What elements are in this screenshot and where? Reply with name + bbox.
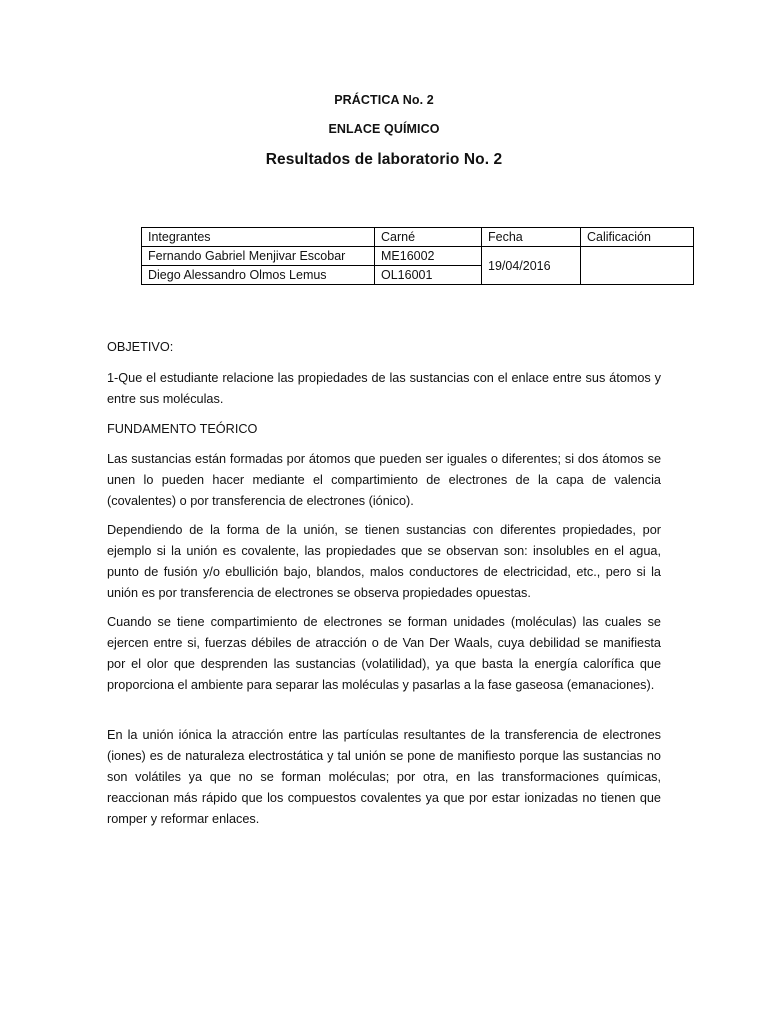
document-heading: Resultados de laboratorio No. 2 [265,151,503,168]
members-table [141,227,694,285]
paragraph: En la unión iónica la atracción entre las partículas resultantes de la transferencia de electrones (iones) es de naturaleza electrostática y tal unión se pone de manifiesto porque las sustancias no son volátiles ya que no se forman moléculas; por otra, en las transformaciones químicas, reaccionan más rápido que los compuestos covalentes ya que por estar ionizadas no tienen que romper y reformar enlaces. [107,728,661,826]
member-carne-cell: OL16001 [375,266,482,285]
table-header-cell: Carné [375,228,482,247]
fecha-cell: 19/04/2016 [482,247,581,285]
document-title: PRÁCTICA No. 2 [334,93,434,107]
fundamento-label: FUNDAMENTO TEÓRICO [107,422,258,436]
calificacion-cell [581,247,694,285]
member-name-cell: Diego Alessandro Olmos Lemus [142,266,375,285]
table-header-cell: Fecha [482,228,581,247]
member-name-cell: Fernando Gabriel Menjivar Escobar [142,247,375,266]
table-header-row [142,228,694,247]
table-row [142,247,694,266]
document-subtitle: ENLACE QUÍMICO [328,122,440,136]
table-header-cell: Calificación [581,228,694,247]
objetivo-text: 1-Que el estudiante relacione las propiedades de las sustancias con el enlace entre sus átomos y entre sus moléculas. [107,371,661,406]
objetivo-label: OBJETIVO: [107,340,174,354]
paragraph: Dependiendo de la forma de la unión, se tienen sustancias con diferentes propiedades, por ejemplo si la unión es covalente, las propiedades que se observan son: insolubles en el agua, punto de fusión y/o ebullición bajo, blandos, malos conductores de electricidad, etc., pero si la unión es por transferencia de electrones se observa propiedades opuestas. [107,523,661,600]
table-header-cell: Integrantes [142,228,375,247]
paragraph: Cuando se tiene compartimiento de electrones se forman unidades (moléculas) las cuales se ejercen entre si, fuerzas débiles de atracción o de Van Der Waals, cuya debilidad se manifiesta por el olor que desprenden las sustancias (volatilidad), ya que basta la energía calorífica que proporciona el ambiente para separar las moléculas y pasarlas a la fase gaseosa (emanaciones). [107,615,661,692]
paragraph: Las sustancias están formadas por átomos que pueden ser iguales o diferentes; si dos átomos se unen lo pueden hacer mediante el compartimiento de electrones de la capa de valencia (covalentes) o por transferencia de electrones (iónico). [107,452,661,508]
member-carne-cell: ME16002 [375,247,482,266]
